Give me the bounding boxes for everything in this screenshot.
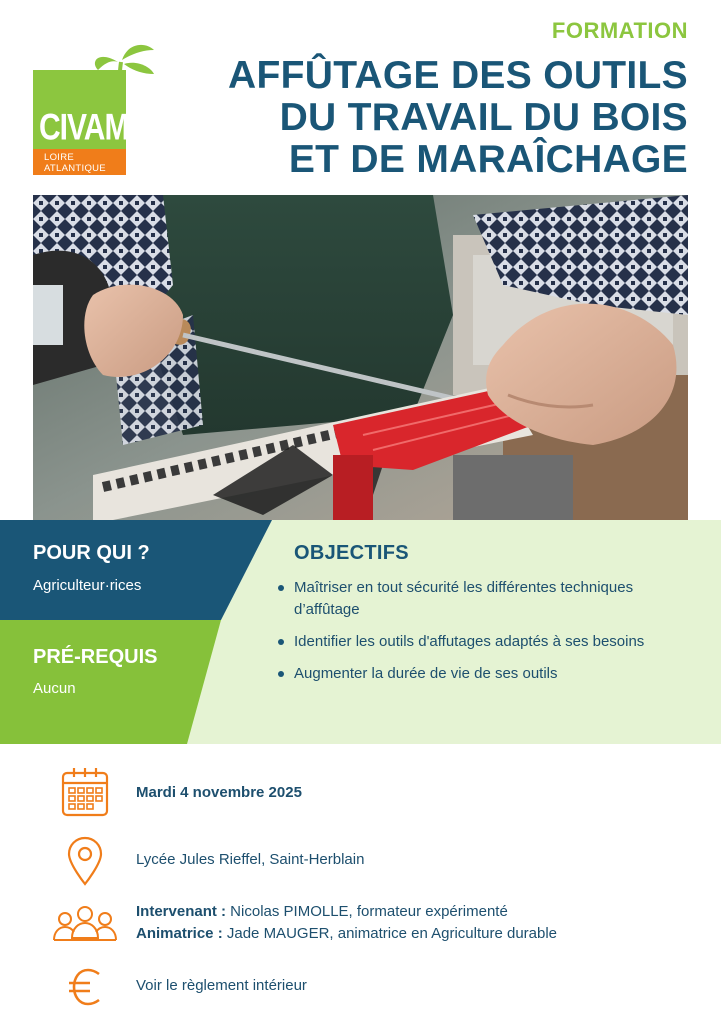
formation-kicker: FORMATION xyxy=(551,18,688,43)
date-row xyxy=(0,766,721,826)
date-text: Mardi 4 novembre 2025 xyxy=(136,784,302,801)
prerequis-text: Aucun xyxy=(33,680,76,697)
animatrice-line xyxy=(136,925,557,942)
objectifs-list xyxy=(276,577,686,695)
title-line-1: AFFÛTAGE DES OUTILS xyxy=(228,54,688,97)
title-line-2: DU TRAVAIL DU BOIS xyxy=(279,96,688,139)
objectif-item xyxy=(276,631,686,653)
logo-subtitle-2: ATLANTIQUE xyxy=(44,163,106,174)
calendar-icon xyxy=(60,766,110,818)
bullet-icon xyxy=(278,671,284,677)
euro-icon xyxy=(68,968,104,1006)
price-text: Voir le règlement intérieur xyxy=(136,977,307,994)
price-row xyxy=(0,966,721,1010)
pour-qui-title: POUR QUI ? xyxy=(33,542,150,564)
civam-logo xyxy=(33,40,157,176)
bullet-icon xyxy=(278,639,284,645)
animatrice-value: Jade MAUGER, animatrice en Agriculture durable xyxy=(222,925,558,942)
intervenant-line xyxy=(136,903,508,920)
intervenant-label: Intervenant : xyxy=(136,903,227,920)
people-row xyxy=(0,900,721,950)
animatrice-label: Animatrice : xyxy=(136,925,223,942)
logo-subtitle-1: LOIRE xyxy=(44,152,75,163)
location-pin-icon xyxy=(66,836,104,886)
objectif-text: Maîtriser en tout sécurité les différentes techniques d’affûtage xyxy=(294,579,634,618)
group-people-icon xyxy=(52,904,118,944)
title-line-3: ET DE MARAÎCHAGE xyxy=(288,138,688,181)
objectif-text: Augmenter la durée de vie de ses outils xyxy=(294,665,558,682)
bullet-icon xyxy=(278,585,284,591)
pour-qui-text: Agriculteur·rices xyxy=(33,577,142,594)
location-row xyxy=(0,836,721,888)
logo-word: CIVAM xyxy=(39,107,129,149)
info-band xyxy=(0,520,721,744)
location-text: Lycée Jules Rieffel, Saint-Herblain xyxy=(136,851,365,868)
prerequis-title: PRÉ-REQUIS xyxy=(33,646,158,668)
objectif-item xyxy=(276,663,686,685)
intervenant-value: Nicolas PIMOLLE, formateur expérimenté xyxy=(226,903,508,920)
objectif-item xyxy=(276,577,686,621)
chainsaw-sharpening-photo xyxy=(33,195,688,520)
page-title xyxy=(188,55,688,181)
objectif-text: Identifier les outils d'affutages adaptés à ses besoins xyxy=(294,633,645,650)
objectifs-title: OBJECTIFS xyxy=(294,542,409,564)
hero-photo xyxy=(33,195,688,520)
